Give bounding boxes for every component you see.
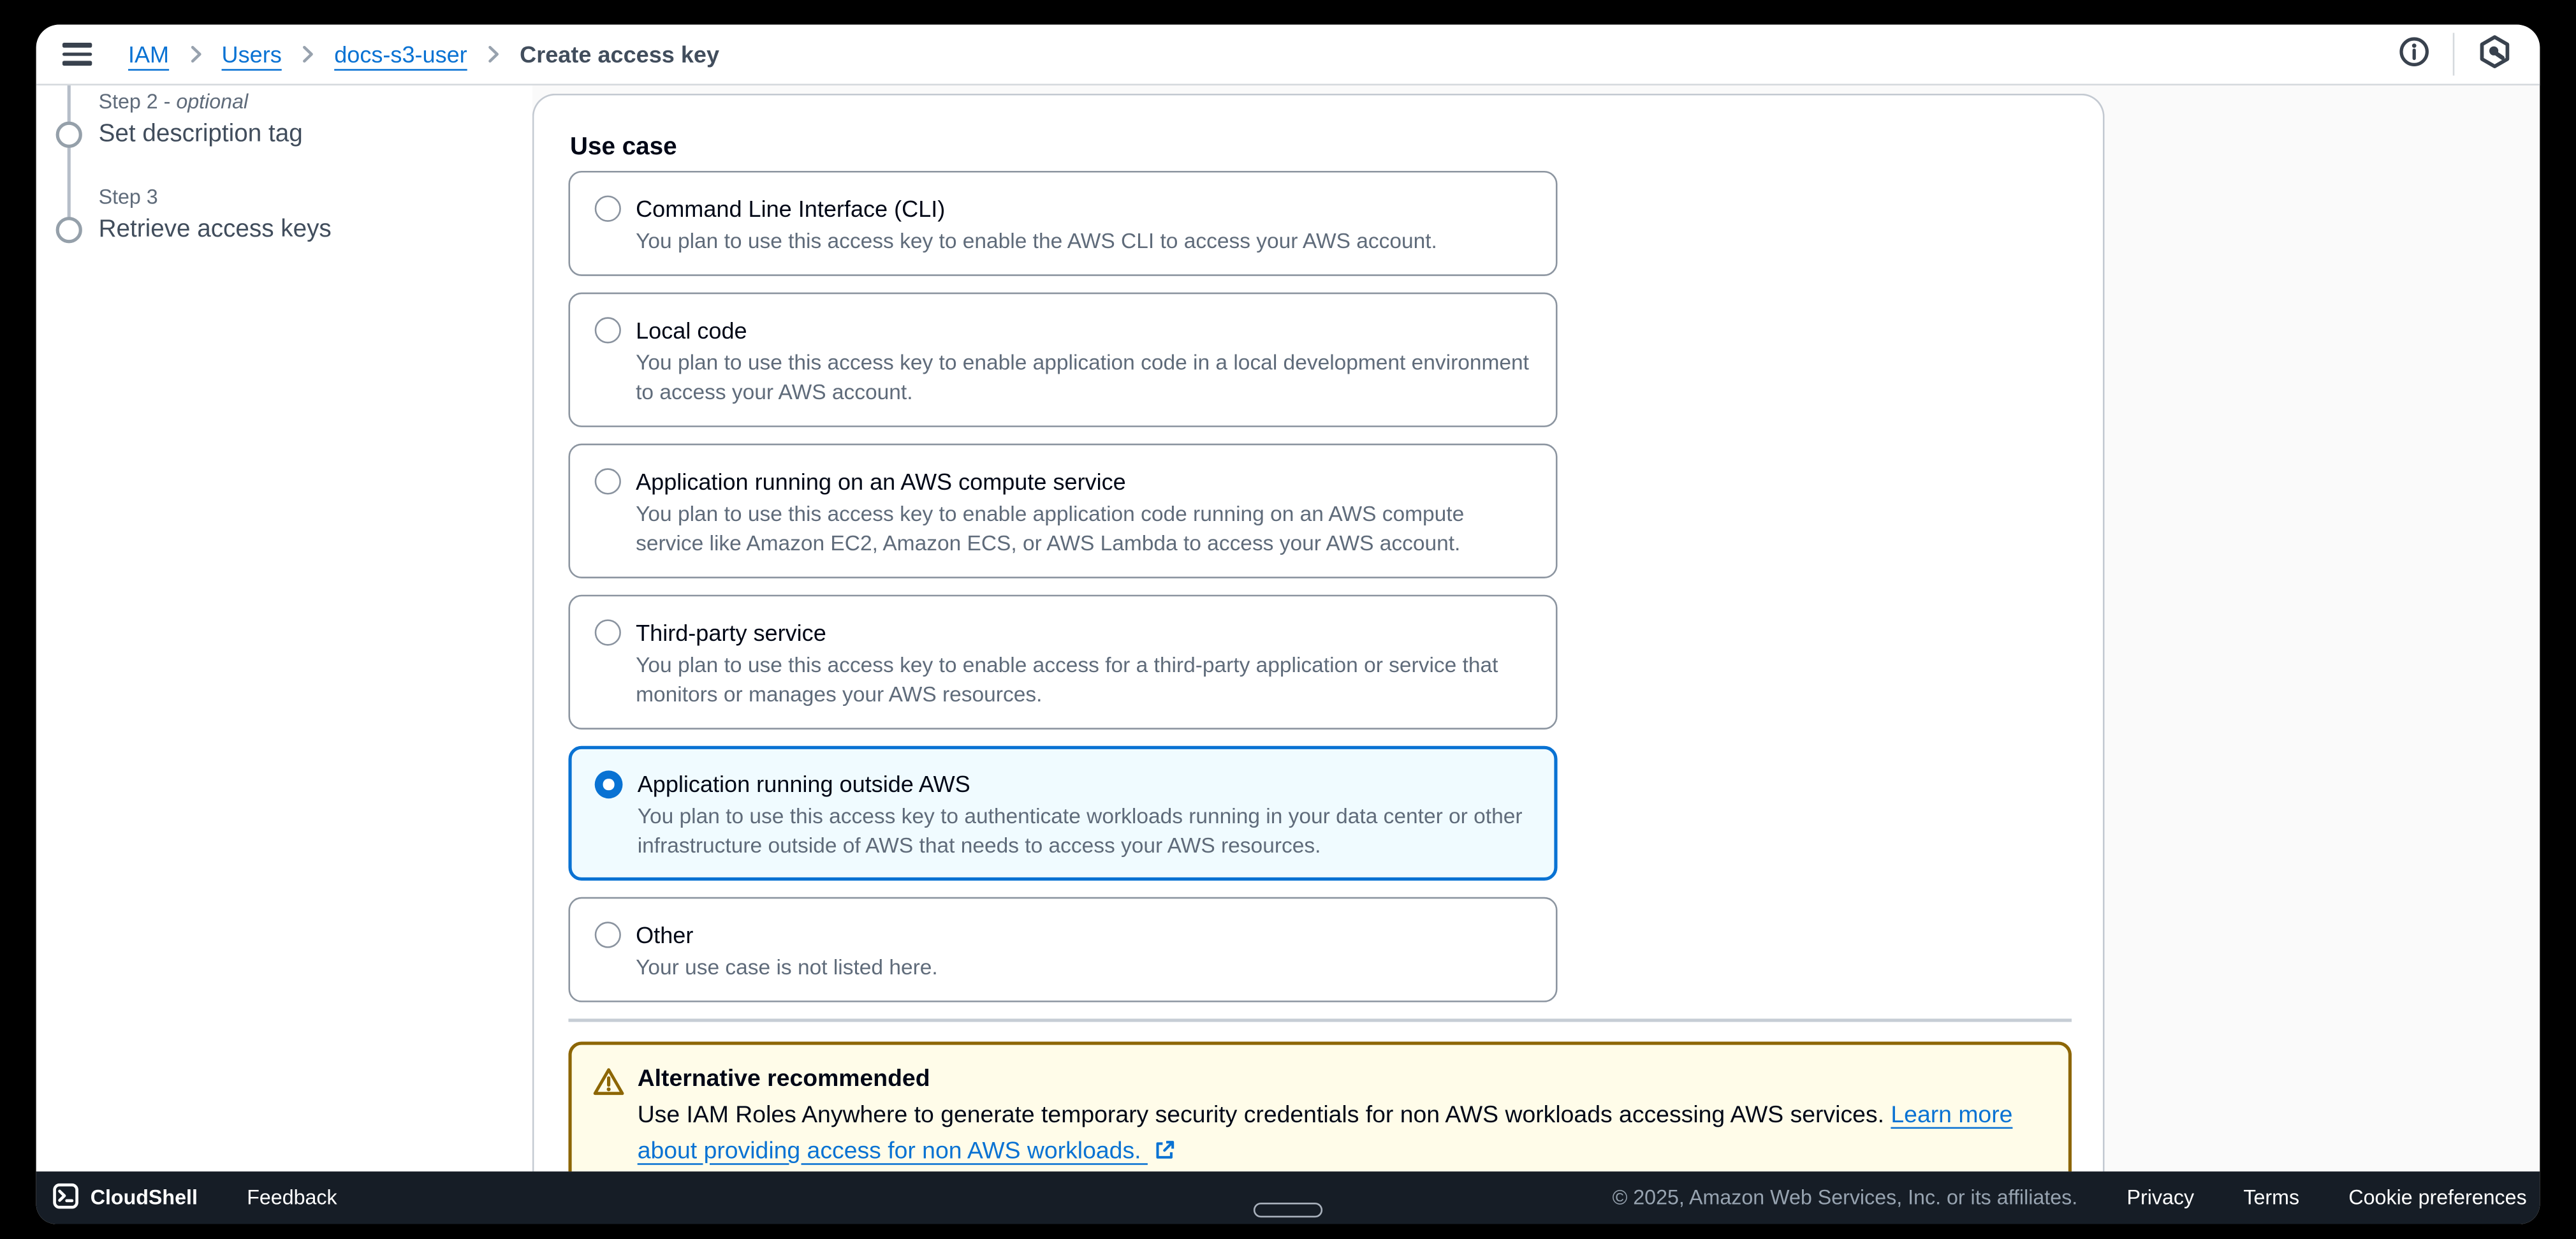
option-description: You plan to use this access key to enable the AWS CLI to access your AWS account. bbox=[636, 228, 1437, 253]
wizard-steps-sidebar bbox=[36, 85, 532, 1171]
radio-outside-aws-selected[interactable] bbox=[595, 770, 623, 798]
cloudshell-button[interactable] bbox=[52, 1182, 197, 1213]
external-link-icon bbox=[1153, 1138, 1176, 1171]
use-case-option-local-code[interactable] bbox=[568, 293, 1557, 427]
alert-title: Alternative recommended bbox=[637, 1066, 930, 1093]
terms-link[interactable]: Terms bbox=[2243, 1186, 2300, 1210]
radio-local-code[interactable] bbox=[595, 317, 621, 343]
radio-aws-compute[interactable] bbox=[595, 468, 621, 494]
console-footer bbox=[36, 1171, 2540, 1224]
use-case-option-aws-compute[interactable] bbox=[568, 444, 1557, 578]
use-case-option-third-party[interactable] bbox=[568, 595, 1557, 729]
section-divider bbox=[568, 1018, 2072, 1022]
option-description: Your use case is not listed here. bbox=[636, 954, 938, 979]
alert-body bbox=[638, 1099, 2031, 1171]
breadcrumb-current-page: Create access key bbox=[520, 41, 720, 68]
use-case-heading: Use case bbox=[570, 133, 677, 161]
chevron-right-icon bbox=[184, 43, 207, 66]
option-description: You plan to use this access key to enable application code in a local development environment to access your AWS account. bbox=[636, 349, 1529, 404]
chevron-right-icon bbox=[296, 43, 319, 66]
breadcrumb-link-iam[interactable]: IAM bbox=[128, 41, 170, 68]
copyright-text: © 2025, Amazon Web Services, Inc. or its affiliates. bbox=[1612, 1186, 2078, 1210]
chevron-right-icon bbox=[482, 43, 505, 66]
option-title: Application running on an AWS compute service bbox=[636, 468, 1126, 495]
menu-icon bbox=[62, 52, 92, 57]
use-case-option-other[interactable] bbox=[568, 897, 1557, 1002]
cookie-preferences-link[interactable]: Cookie preferences bbox=[2348, 1186, 2527, 1210]
option-title: Command Line Interface (CLI) bbox=[636, 195, 946, 222]
wizard-step-2 bbox=[99, 89, 303, 151]
use-case-option-outside-aws[interactable] bbox=[568, 746, 1557, 881]
hamburger-menu-button[interactable] bbox=[62, 34, 105, 74]
radio-third-party[interactable] bbox=[595, 619, 621, 645]
breadcrumb-link-user-name[interactable]: docs-s3-user bbox=[334, 41, 467, 68]
option-title: Other bbox=[636, 921, 694, 948]
option-description: You plan to use this access key to enable application code running on an AWS compute service like Amazon EC2, Amazon ECS, or AWS Lambda to access your AWS account. bbox=[636, 501, 1465, 555]
step-3-title: Retrieve access keys bbox=[98, 215, 332, 244]
step-2-title: Set description tag bbox=[98, 120, 303, 148]
footer-left-group bbox=[52, 1182, 337, 1213]
radio-other[interactable] bbox=[595, 921, 621, 948]
breadcrumb-link-users[interactable]: Users bbox=[221, 41, 282, 68]
warning-alert bbox=[568, 1042, 2072, 1172]
info-icon bbox=[2397, 36, 2429, 73]
wizard-step-3 bbox=[99, 184, 332, 247]
topbar-actions bbox=[2389, 29, 2519, 78]
cloudshell-hexagon-icon bbox=[2477, 34, 2511, 74]
info-button[interactable] bbox=[2389, 29, 2438, 78]
alert-body-text: Use IAM Roles Anywhere to generate temporary security credentials for non AWS workloads accessing AWS services. bbox=[637, 1102, 1891, 1129]
cloudshell-service-button[interactable] bbox=[2470, 29, 2519, 78]
footer-right-group bbox=[1613, 1186, 2527, 1209]
privacy-link[interactable]: Privacy bbox=[2126, 1186, 2195, 1210]
step-2-label: Step 2 - optional bbox=[98, 90, 249, 114]
console-window bbox=[36, 25, 2540, 1224]
option-description: You plan to use this access key to authenticate workloads running in your data center or other infrastructure outside of AWS that needs to access your AWS resources. bbox=[637, 803, 1523, 858]
step-3-label: Step 3 bbox=[98, 186, 158, 209]
menu-icon bbox=[62, 61, 92, 66]
breadcrumb bbox=[128, 41, 719, 67]
option-title: Application running outside AWS bbox=[637, 770, 970, 797]
topbar-divider bbox=[2453, 33, 2455, 76]
step-3-circle bbox=[56, 217, 82, 243]
warning-triangle-icon bbox=[593, 1066, 624, 1171]
option-title: Local code bbox=[636, 317, 747, 344]
panel-drag-handle[interactable] bbox=[1254, 1203, 1322, 1217]
step-connector-line bbox=[68, 85, 71, 230]
menu-icon bbox=[62, 43, 92, 47]
cloudshell-label: CloudShell bbox=[90, 1186, 198, 1210]
step-2-circle bbox=[56, 122, 82, 148]
radio-cli[interactable] bbox=[595, 196, 621, 222]
feedback-button[interactable]: Feedback bbox=[247, 1186, 337, 1210]
option-title: Third-party service bbox=[636, 619, 826, 646]
use-case-option-cli[interactable] bbox=[568, 171, 1557, 276]
use-case-panel bbox=[532, 94, 2105, 1171]
learn-more-link[interactable]: Learn more about providing access for non AWS workloads. bbox=[638, 1103, 2013, 1164]
option-description: You plan to use this access key to enable access for a third-party application or service that monitors or manages your AWS resources. bbox=[636, 652, 1498, 707]
top-navigation-bar bbox=[36, 25, 2540, 85]
terminal-icon bbox=[52, 1182, 78, 1213]
